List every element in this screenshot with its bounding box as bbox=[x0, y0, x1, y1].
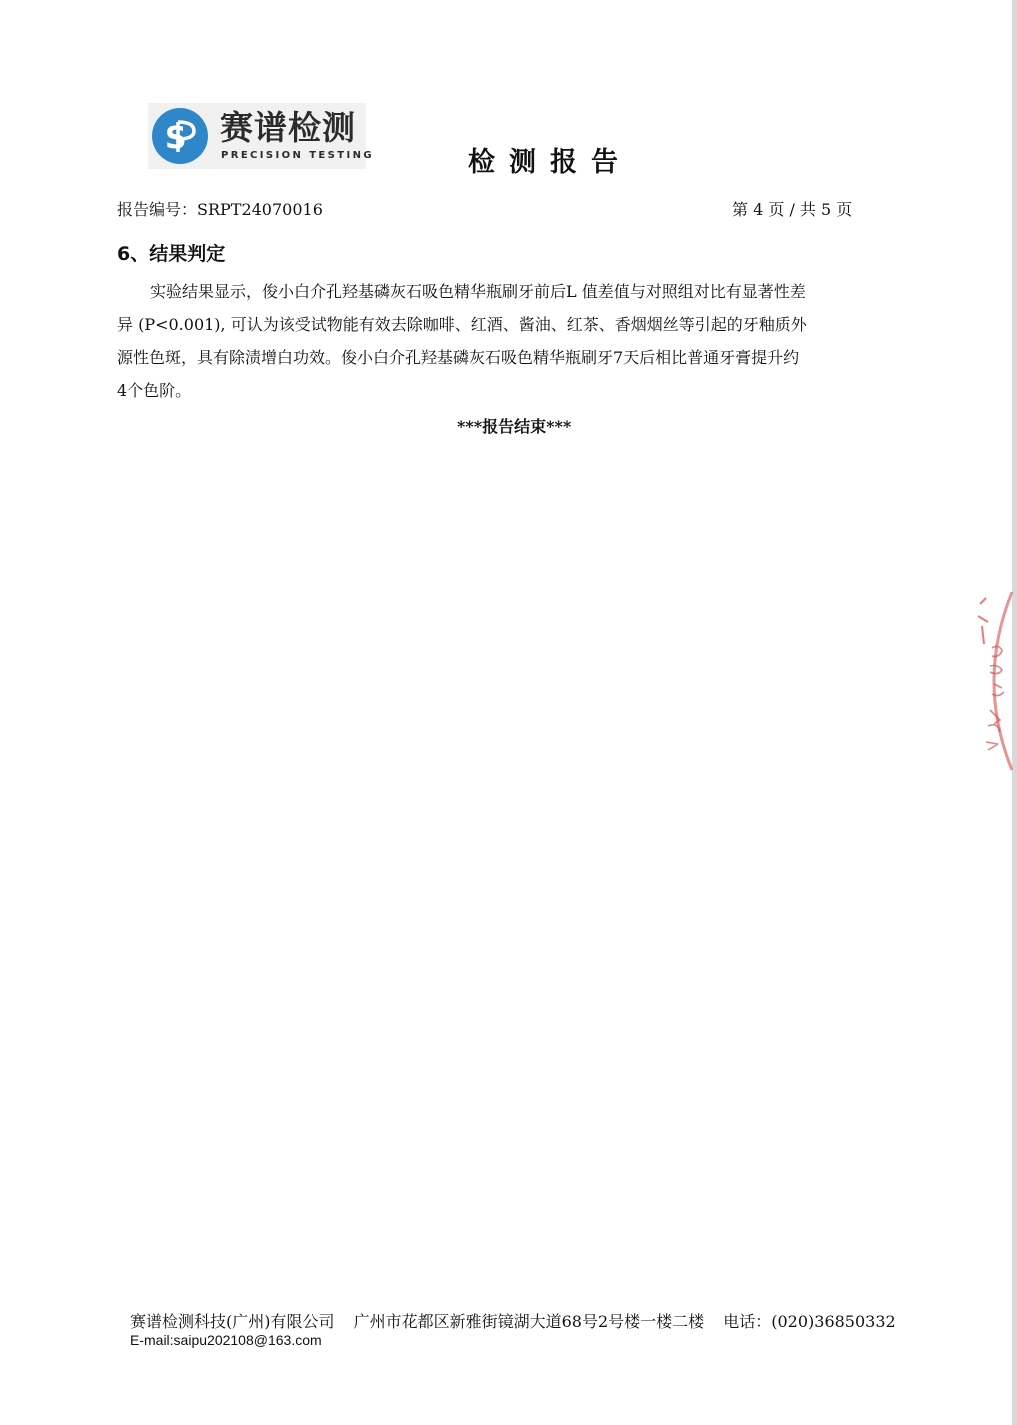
footer-email: E-mail:saipu202108@163.com bbox=[130, 1332, 322, 1348]
page-indicator: 第 4 页 / 共 5 页 bbox=[732, 200, 853, 219]
report-end-mark: ***报告结束*** bbox=[457, 417, 572, 436]
company-logo bbox=[148, 103, 374, 169]
footer-address: 广州市花都区新雅街镜湖大道68号2号楼一楼二楼 bbox=[353, 1312, 705, 1331]
footer-phone: 电话：(020)36850332 bbox=[723, 1312, 896, 1331]
result-paragraph-line: 源性色斑，具有除渍增白功效。俊小白介孔羟基磷灰石吸色精华瓶刷牙7天后相比普通牙膏提升约 bbox=[117, 348, 800, 367]
logo-mark-icon bbox=[152, 108, 208, 164]
section-heading: 6、结果判定 bbox=[117, 243, 226, 265]
result-paragraph-line: 异 (P<0.001), 可认为该受试物能有效去除咖啡、红酒、酱油、红茶、香烟烟丝等引起的牙釉质外 bbox=[117, 315, 807, 334]
footer-company-info bbox=[130, 1309, 910, 1332]
red-seal-stamp-icon bbox=[966, 586, 1016, 776]
logo-name-en: PRECISION TESTING bbox=[221, 150, 374, 161]
result-paragraph-line: 实验结果显示，俊小白介孔羟基磷灰石吸色精华瓶刷牙前后L 值差值与对照组对比有显著性差 bbox=[150, 282, 806, 301]
logo-name-cn: 赛谱检测 bbox=[220, 108, 356, 147]
result-paragraph-line: 4个色阶。 bbox=[117, 381, 192, 400]
svg-text:S: S bbox=[165, 121, 187, 156]
report-number: 报告编号：SRPT24070016 bbox=[117, 200, 323, 219]
footer-company: 赛谱检测科技(广州)有限公司 bbox=[130, 1312, 335, 1331]
document-title: 检测报告 bbox=[468, 147, 632, 178]
